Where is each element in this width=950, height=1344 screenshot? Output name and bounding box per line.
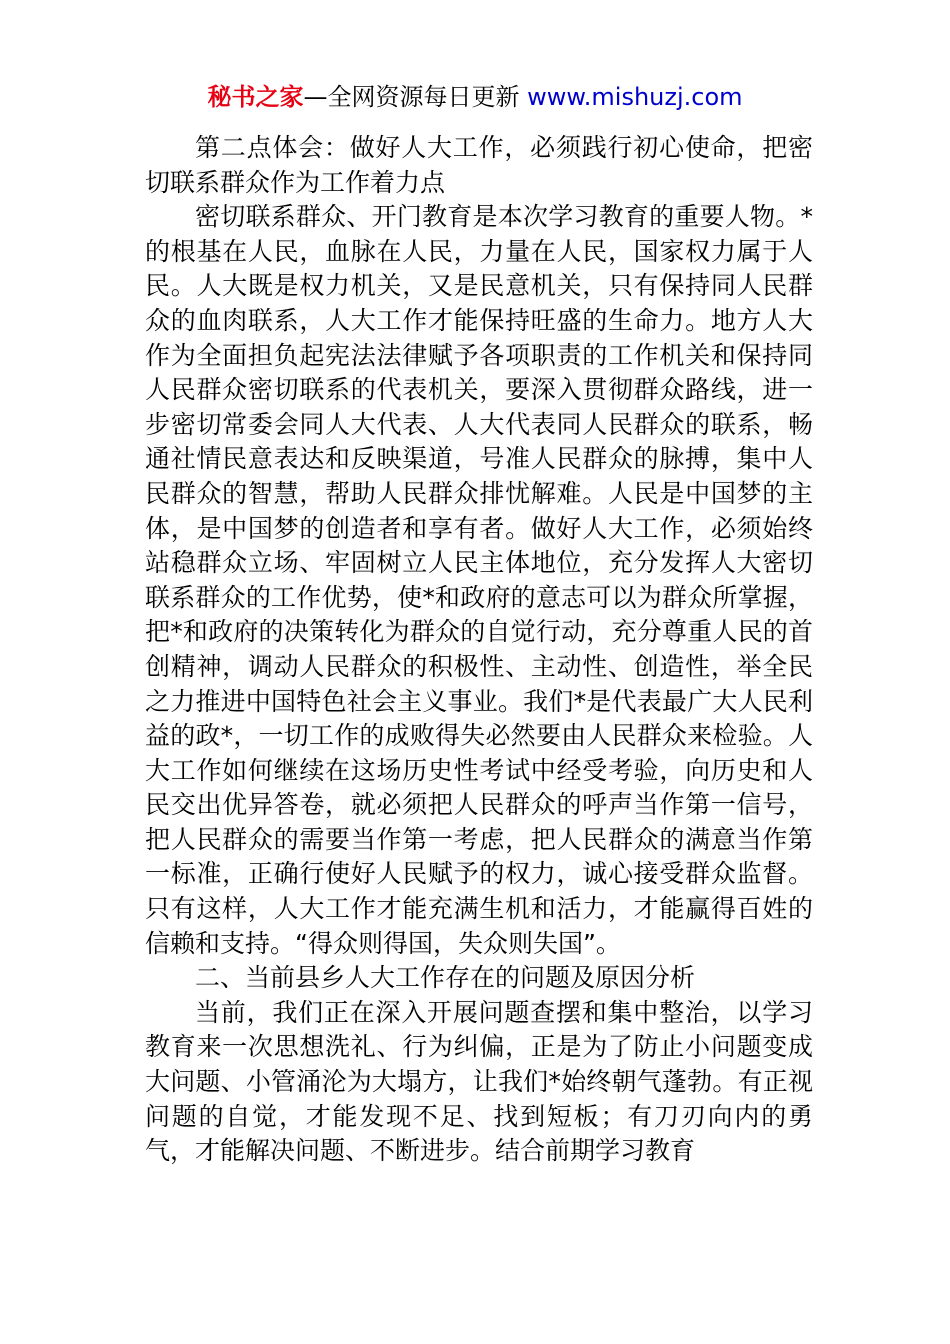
section-heading-second-point: 第二点体会：做好人大工作，必须践行初心使命，把密切联系群众作为工作着力点	[145, 133, 813, 197]
site-header	[0, 80, 950, 114]
site-tagline: —全网资源每日更新	[303, 83, 520, 111]
section-heading-problems: 二、当前县乡人大工作存在的问题及原因分析	[195, 963, 696, 993]
paragraph-contact-masses: 密切联系群众、开门教育是本次学习教育的重要人物。*的根基在人民，血脉在人民，力量在人民，国家权力属于人民。人大既是权力机关，又是民意机关，只有保持同人民群众的血肉联系，人大工作才能保持旺盛的生命力。地方人大作为全面担负起宪法法律赋予各项职责的工作机关和保持同人民群众密切联系的代表机关，要深入贯彻群众路线，进一步密切常委会同人大代表、人大代表同人民群众的联系，畅通社情民意表达和反映渠道，号准人民群众的脉搏，集中人民群众的智慧，帮助人民群众排忧解难。人民是中国梦的主体，是中国梦的创造者和享有者。做好人大工作，必须始终站稳群众立场、牢固树立人民主体地位，充分发挥人大密切联系群众的工作优势，使*和政府的意志可以为群众所掌握，把*和政府的决策转化为群众的自觉行动，充分尊重人民的首创精神，调动人民群众的积极性、主动性、创造性，举全民之力推进中国特色社会主义事业。我们*是代表最广大人民利益的政*，一切工作的成败得失必然要由人民群众来检验。人大工作如何继续在这场历史性考试中经受考验，向历史和人民交出优异答卷，就必须把人民群众的呼声当作第一信号，把人民群众的需要当作第一考虑，把人民群众的满意当作第一标准，正确行使好人民赋予的权力，诚心接受群众监督。只有这样，人大工作才能充满生机和活力，才能赢得百姓的信赖和支持。“得众则得国，失众则失国”。	[145, 202, 813, 958]
site-brand: 秘书之家	[207, 83, 304, 111]
paragraph-current-issues: 当前，我们正在深入开展问题查摆和集中整治，以学习教育来一次思想洗礼、行为纠偏，正是为了防止小问题变成大问题、小管涌沦为大塌方，让我们*始终朝气蓬勃。有正视问题的自觉，才能发现不足、找到短板；有刀刃向内的勇气，才能解决问题、不断进步。结合前期学习教育	[145, 997, 813, 1166]
document-body	[145, 131, 813, 1169]
site-url-link[interactable]: www.mishuzj.com	[527, 83, 743, 111]
